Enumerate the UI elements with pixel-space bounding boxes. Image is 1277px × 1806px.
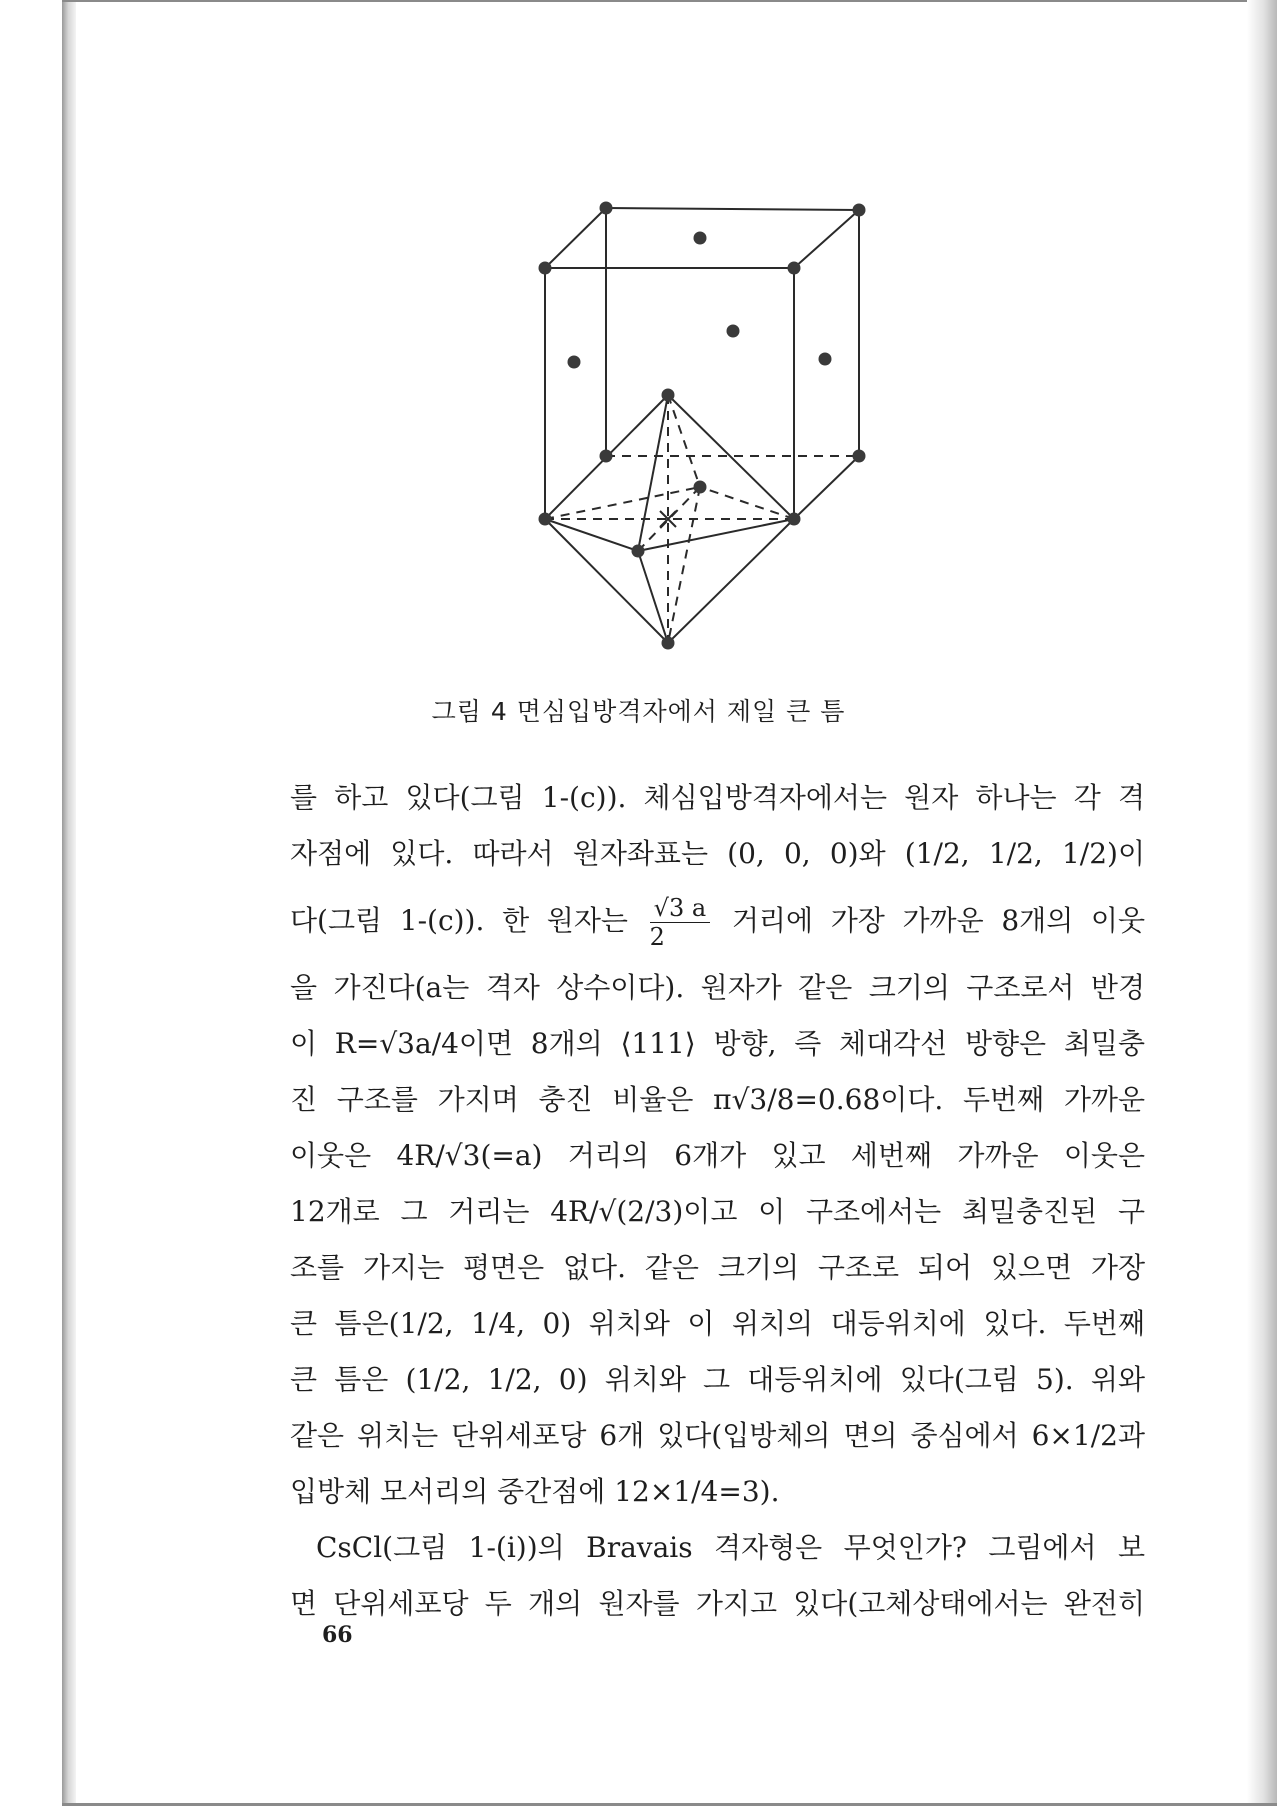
octahedron-hidden-edges [545,395,859,643]
text-line: 큰 틈은(1/2, 1/4, 0) 위치와 이 위치의 대등위치에 있다. 두번째 [290,1307,1145,1340]
text-segment: 거리에 가장 가까운 8개의 이웃 [731,904,1146,937]
fraction-denominator: 2 [649,923,665,951]
figure-caption: 그림 4 면심입방격자에서 제일 큰 틈 [431,697,846,726]
page-number: 66 [322,1622,353,1648]
text-line: 이 R=√3a/4이면 8개의 ⟨111⟩ 방향, 즉 체대각선 방향은 최밀충 [290,1027,1145,1060]
fraction-sqrt3a-over-2 [650,894,711,951]
text-line: 면 단위세포당 두 개의 원자를 가지고 있다(고체상태에서는 완전히 [290,1587,1145,1620]
text-line: 큰 틈은 (1/2, 1/2, 0) 위치와 그 대등위치에 있다(그림 5). 위와 [290,1363,1145,1396]
text-line: 같은 위치는 단위세포당 6개 있다(입방체의 면의 중심에서 6×1/2과 [290,1419,1145,1452]
text-line: CsCl(그림 1-(i))의 Bravais 격자형은 무엇인가? 그림에서 보 [316,1531,1145,1564]
text-line: 자점에 있다. 따라서 원자좌표는 (0, 0, 0)와 (1/2, 1/2, 1/2)이 [290,837,1145,870]
text-line: 이웃은 4R/√3(=a) 거리의 6개가 있고 세번째 가까운 이웃은 [290,1139,1145,1172]
fraction-numerator: √3 a [650,894,711,923]
body-text [290,770,1145,1632]
text-line: 진 구조를 가지며 충진 비율은 π√3/8=0.68이다. 두번째 가까운 [290,1083,1145,1116]
text-line-with-fraction [290,882,1145,960]
text-line: 입방체 모서리의 중간점에 12×1/4=3). [290,1475,780,1508]
text-segment: 다(그림 1-(c)). 한 원자는 [290,904,628,937]
fcc-lattice-figure [0,0,1277,700]
text-line: 12개로 그 거리는 4R/√(2/3)이고 이 구조에서는 최밀충진된 구 [290,1195,1145,1228]
text-line: 조를 가지는 평면은 없다. 같은 크기의 구조로 되어 있으면 가장 [290,1251,1145,1284]
text-line: 를 하고 있다(그림 1-(c)). 체심입방격자에서는 원자 하나는 각 격 [290,781,1145,814]
text-line: 을 가진다(a는 격자 상수이다). 원자가 같은 크기의 구조로서 반경 [290,971,1145,1004]
